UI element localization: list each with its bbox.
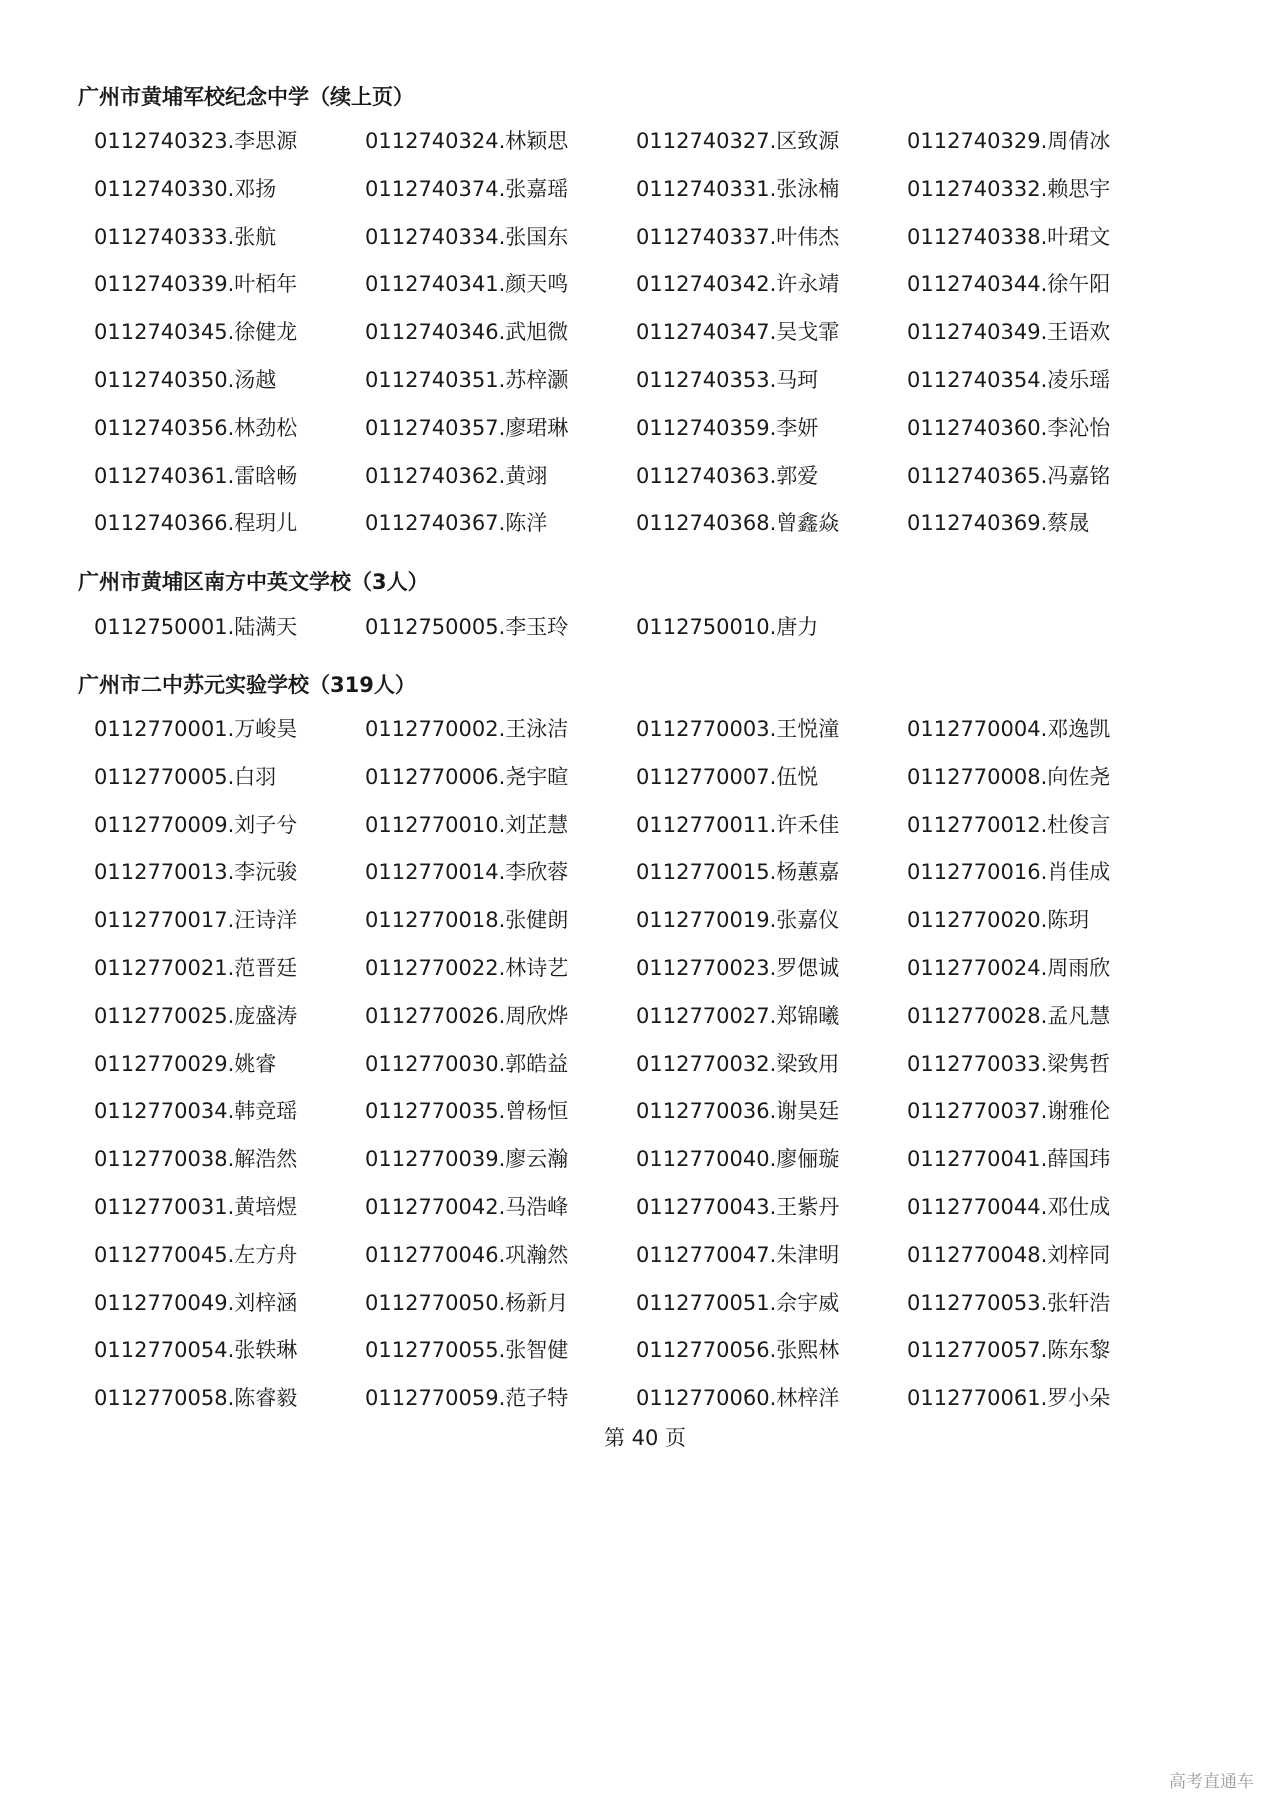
student-entry: 0112770050.杨新月 xyxy=(365,1290,569,1315)
name-grid xyxy=(94,714,1204,1431)
table-row xyxy=(94,222,1204,270)
student-entry: 0112770037.谢雅伦 xyxy=(907,1099,1111,1124)
student-entry: 0112770019.张嘉仪 xyxy=(636,908,840,933)
student-entry: 0112770018.张健朗 xyxy=(365,908,569,933)
student-entry: 0112740329.周倩冰 xyxy=(907,129,1111,153)
student-entry: 0112770048.刘梓同 xyxy=(907,1242,1111,1267)
student-entry: 0112740339.叶栢年 xyxy=(94,272,298,297)
student-entry: 0112740357.廖珺琳 xyxy=(365,415,569,440)
student-entry: 0112770042.马浩峰 xyxy=(365,1194,569,1219)
student-entry: 0112770033.梁隽哲 xyxy=(907,1051,1111,1076)
student-entry: 0112740369.蔡晟 xyxy=(907,511,1090,536)
student-entry: 0112770045.左方舟 xyxy=(94,1242,298,1267)
table-row xyxy=(94,317,1204,365)
table-row xyxy=(94,714,1204,762)
student-entry: 0112740349.王语欢 xyxy=(907,320,1111,345)
student-entry: 0112770012.杜俊言 xyxy=(907,812,1111,837)
student-entry: 0112740327.区致源 xyxy=(636,129,840,153)
student-entry: 0112770010.刘芷慧 xyxy=(365,812,569,837)
student-entry: 0112770054.张轶琳 xyxy=(94,1338,298,1363)
table-row xyxy=(94,174,1204,222)
student-entry: 0112740347.吴戈霏 xyxy=(636,320,840,345)
student-entry: 0112740330.邓扬 xyxy=(94,176,277,201)
student-entry: 0112740353.马珂 xyxy=(636,367,819,392)
student-entry: 0112770041.薛国玮 xyxy=(907,1147,1111,1172)
table-row xyxy=(94,1288,1204,1336)
student-entry: 0112740333.张航 xyxy=(94,224,277,249)
student-entry: 0112770015.杨蕙嘉 xyxy=(636,860,840,885)
student-entry: 0112770046.巩瀚然 xyxy=(365,1242,569,1267)
student-entry: 0112740359.李妍 xyxy=(636,415,819,440)
student-entry: 0112770002.王泳洁 xyxy=(365,717,569,741)
student-entry: 0112770032.梁致用 xyxy=(636,1051,840,1076)
student-entry: 0112770030.郭皓益 xyxy=(365,1051,569,1076)
student-entry: 0112750001.陆满天 xyxy=(94,615,298,639)
student-entry: 0112770061.罗小朵 xyxy=(907,1386,1111,1411)
student-entry: 0112770058.陈睿毅 xyxy=(94,1386,298,1411)
student-entry: 0112770020.陈玥 xyxy=(907,908,1090,933)
name-grid xyxy=(94,612,1204,660)
student-entry: 0112770023.罗偲诚 xyxy=(636,955,840,980)
table-row xyxy=(94,1192,1204,1240)
student-entry: 0112740341.颜天鸣 xyxy=(365,272,569,297)
table-row xyxy=(94,953,1204,1001)
student-entry: 0112740331.张泳楠 xyxy=(636,176,840,201)
table-row xyxy=(94,1240,1204,1288)
table-row xyxy=(94,1335,1204,1383)
table-row xyxy=(94,461,1204,509)
student-entry: 0112740368.曾鑫焱 xyxy=(636,511,840,536)
student-entry: 0112770039.廖云瀚 xyxy=(365,1147,569,1172)
student-entry: 0112770053.张轩浩 xyxy=(907,1290,1111,1315)
student-entry: 0112740366.程玥儿 xyxy=(94,511,298,536)
table-row xyxy=(94,365,1204,413)
student-entry: 0112740334.张国东 xyxy=(365,224,569,249)
student-entry: 0112740363.郭爱 xyxy=(636,463,819,488)
student-entry: 0112740351.苏梓灏 xyxy=(365,367,569,392)
student-entry: 0112770055.张智健 xyxy=(365,1338,569,1363)
student-entry: 0112740362.黄翊 xyxy=(365,463,548,488)
student-entry: 0112770001.万峻昊 xyxy=(94,717,298,741)
student-entry: 0112740356.林劲松 xyxy=(94,415,298,440)
student-entry: 0112770014.李欣蓉 xyxy=(365,860,569,885)
student-entry: 0112740332.赖思宇 xyxy=(907,176,1111,201)
student-entry: 0112770051.佘宇威 xyxy=(636,1290,840,1315)
student-entry: 0112770024.周雨欣 xyxy=(907,955,1111,980)
student-entry: 0112770011.许禾佳 xyxy=(636,812,840,837)
table-row xyxy=(94,413,1204,461)
student-entry: 0112750010.唐力 xyxy=(636,615,819,639)
student-entry: 0112770021.范晋廷 xyxy=(94,955,298,980)
student-entry: 0112770025.庞盛涛 xyxy=(94,1003,298,1028)
section-heading: 广州市二中苏元实验学校（319人） xyxy=(78,673,416,697)
student-entry: 0112740338.叶珺文 xyxy=(907,224,1111,249)
student-entry: 0112740365.冯嘉铭 xyxy=(907,463,1111,488)
student-entry: 0112770028.孟凡慧 xyxy=(907,1003,1111,1028)
table-row xyxy=(94,1001,1204,1049)
table-row xyxy=(94,1049,1204,1097)
student-entry: 0112770027.郑锦曦 xyxy=(636,1003,840,1028)
student-entry: 0112770057.陈东黎 xyxy=(907,1338,1111,1363)
student-entry: 0112770006.尧宇暄 xyxy=(365,764,569,789)
student-entry: 0112750005.李玉玲 xyxy=(365,615,569,639)
student-entry: 0112770017.汪诗洋 xyxy=(94,908,298,933)
student-entry: 0112770038.解浩然 xyxy=(94,1147,298,1172)
student-entry: 0112770004.邓逸凯 xyxy=(907,717,1111,741)
student-entry: 0112740344.徐午阳 xyxy=(907,272,1111,297)
table-row xyxy=(94,810,1204,858)
section-heading: 广州市黄埔军校纪念中学（续上页） xyxy=(78,85,414,109)
student-entry: 0112770009.刘子兮 xyxy=(94,812,298,837)
student-entry: 0112740337.叶伟杰 xyxy=(636,224,840,249)
table-row xyxy=(94,269,1204,317)
student-entry: 0112770016.肖佳成 xyxy=(907,860,1111,885)
student-entry: 0112770047.朱津明 xyxy=(636,1242,840,1267)
table-row xyxy=(94,1144,1204,1192)
student-entry: 0112740350.汤越 xyxy=(94,367,277,392)
student-entry: 0112770043.王紫丹 xyxy=(636,1194,840,1219)
student-entry: 0112770029.姚睿 xyxy=(94,1051,277,1076)
watermark-text: 高考直通车 xyxy=(1169,1772,1254,1792)
student-entry: 0112740360.李沁怡 xyxy=(907,415,1111,440)
student-entry: 0112740374.张嘉瑶 xyxy=(365,176,569,201)
student-entry: 0112740323.李思源 xyxy=(94,129,298,153)
student-entry: 0112770031.黄培煜 xyxy=(94,1194,298,1219)
student-entry: 0112770003.王悦潼 xyxy=(636,717,840,741)
table-row xyxy=(94,762,1204,810)
student-entry: 0112770022.林诗艺 xyxy=(365,955,569,980)
student-entry: 0112770026.周欣烨 xyxy=(365,1003,569,1028)
student-entry: 0112770044.邓仕成 xyxy=(907,1194,1111,1219)
student-entry: 0112770007.伍悦 xyxy=(636,764,819,789)
student-entry: 0112740367.陈洋 xyxy=(365,511,548,536)
student-entry: 0112740361.雷晗畅 xyxy=(94,463,298,488)
student-entry: 0112770036.谢昊廷 xyxy=(636,1099,840,1124)
student-entry: 0112770034.韩竞瑶 xyxy=(94,1099,298,1124)
student-entry: 0112740345.徐健龙 xyxy=(94,320,298,345)
table-row xyxy=(94,508,1204,556)
student-entry: 0112770056.张熙林 xyxy=(636,1338,840,1363)
student-entry: 0112770040.廖俪璇 xyxy=(636,1147,840,1172)
student-entry: 0112770005.白羽 xyxy=(94,764,277,789)
table-row xyxy=(94,1096,1204,1144)
section-heading: 广州市黄埔区南方中英文学校（3人） xyxy=(78,570,429,594)
student-entry: 0112770049.刘梓涵 xyxy=(94,1290,298,1315)
student-entry: 0112770013.李沅骏 xyxy=(94,860,298,885)
student-entry: 0112770059.范子特 xyxy=(365,1386,569,1411)
table-row xyxy=(94,612,1204,660)
table-row xyxy=(94,905,1204,953)
student-entry: 0112740354.凌乐瑶 xyxy=(907,367,1111,392)
student-entry: 0112770035.曾杨恒 xyxy=(365,1099,569,1124)
page-number: 第 40 页 xyxy=(603,1426,687,1450)
student-entry: 0112740324.林颖思 xyxy=(365,129,569,153)
student-entry: 0112740342.许永靖 xyxy=(636,272,840,297)
student-entry: 0112770008.向佐尧 xyxy=(907,764,1111,789)
name-grid xyxy=(94,126,1204,556)
table-row xyxy=(94,126,1204,174)
student-entry: 0112740346.武旭微 xyxy=(365,320,569,345)
table-row xyxy=(94,857,1204,905)
student-entry: 0112770060.林梓洋 xyxy=(636,1386,840,1411)
